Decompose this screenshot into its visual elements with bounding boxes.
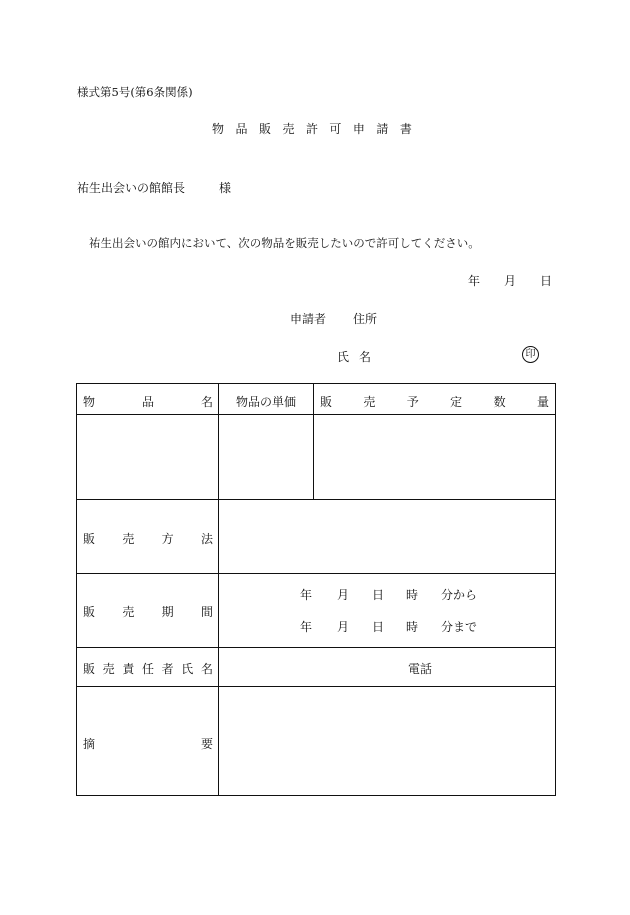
title-char: 品 — [235, 122, 248, 136]
address-label — [353, 310, 378, 327]
planned-quantity-header — [320, 393, 549, 410]
request-statement: 祐生出会いの館内において、次の物品を販売したいので許可してください。 — [89, 236, 480, 250]
name-label — [337, 348, 371, 365]
header-char: 予 — [406, 395, 419, 409]
seal-mark: 印 — [522, 346, 539, 363]
label-char: 販 — [83, 605, 96, 619]
form-number: 様式第5号(第6条関係) — [77, 85, 193, 99]
period-to-hour: 時 — [406, 620, 419, 634]
period-to-year: 年 — [300, 620, 313, 634]
header-char: 定 — [450, 395, 463, 409]
title-char: 請 — [376, 122, 389, 136]
period-from-hour: 時 — [406, 588, 419, 602]
label-char: 間 — [200, 605, 213, 619]
remarks-label — [83, 735, 213, 752]
planned-quantity-entry-cell[interactable] — [314, 416, 555, 498]
sales-period-label — [83, 603, 213, 620]
label-char: 法 — [200, 532, 213, 546]
title-char: 売 — [282, 122, 295, 136]
document-title — [212, 120, 412, 137]
addressee-suffix: 様 — [219, 181, 232, 195]
phone-label: 電話 — [408, 662, 433, 676]
title-char: 物 — [212, 122, 225, 136]
title-char: 販 — [258, 122, 271, 136]
name-char: 名 — [358, 350, 371, 364]
title-char: 書 — [399, 122, 412, 136]
label-char: 売 — [102, 662, 115, 676]
title-char: 申 — [352, 122, 365, 136]
name-char: 氏 — [337, 350, 350, 364]
period-from-year: 年 — [300, 588, 313, 602]
label-char: 要 — [200, 737, 213, 751]
date-day-label: 日 — [540, 274, 553, 288]
header-char: 名 — [200, 395, 213, 409]
application-form-table — [76, 383, 556, 796]
label-char: 販 — [83, 532, 96, 546]
table-rule — [77, 499, 555, 500]
header-char: 販 — [320, 395, 333, 409]
period-from-day: 日 — [372, 588, 385, 602]
header-char: 品 — [141, 395, 154, 409]
label-char: 方 — [161, 532, 174, 546]
label-char: 摘 — [83, 737, 96, 751]
sales-method-label — [83, 530, 213, 547]
header-char: 量 — [536, 395, 549, 409]
title-char: 許 — [305, 122, 318, 136]
sales-manager-name-label — [83, 660, 213, 677]
label-char: 者 — [161, 662, 174, 676]
date-year-label: 年 — [468, 274, 481, 288]
label-char: 売 — [122, 605, 135, 619]
address-char: 住 — [353, 312, 366, 326]
unit-price-header: 物品の単価 — [235, 395, 296, 409]
address-char: 所 — [365, 312, 378, 326]
period-from-minute: 分から — [441, 588, 478, 602]
addressee-name: 祐生出会いの館館長 — [77, 181, 186, 195]
date-month-label: 月 — [504, 274, 517, 288]
period-to-minute: 分まで — [441, 620, 478, 634]
label-char: 責 — [122, 662, 135, 676]
table-rule — [77, 573, 555, 574]
header-char: 売 — [363, 395, 376, 409]
label-char: 期 — [161, 605, 174, 619]
period-from-month: 月 — [337, 588, 350, 602]
period-to-day: 日 — [372, 620, 385, 634]
item-name-header — [83, 393, 213, 410]
item-name-entry-cell[interactable] — [78, 416, 217, 498]
unit-price-entry-cell[interactable] — [219, 416, 312, 498]
header-char: 物 — [83, 395, 96, 409]
sales-method-entry-cell[interactable] — [219, 501, 555, 572]
applicant-label: 申請者 — [290, 312, 327, 326]
title-char: 可 — [329, 122, 342, 136]
label-char: 名 — [200, 662, 213, 676]
table-rule — [77, 414, 555, 415]
header-char: 数 — [493, 395, 506, 409]
label-char: 氏 — [181, 662, 194, 676]
remarks-entry-cell[interactable] — [219, 688, 555, 794]
period-to-month: 月 — [337, 620, 350, 634]
table-rule — [77, 647, 555, 648]
label-char: 任 — [141, 662, 154, 676]
label-char: 販 — [83, 662, 96, 676]
table-rule — [77, 686, 555, 687]
label-char: 売 — [122, 532, 135, 546]
